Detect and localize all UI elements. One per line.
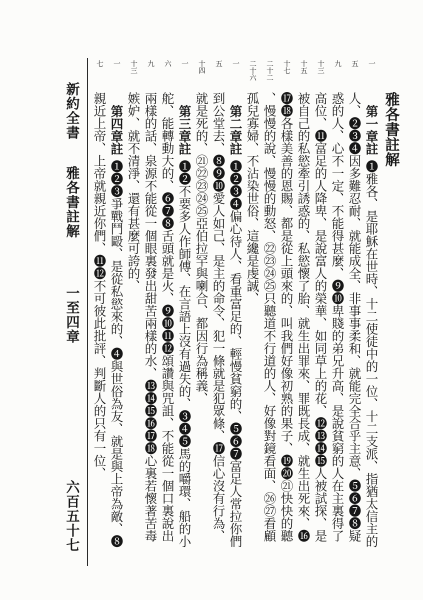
verse-note: ㉒㉓㉔㉕只聽道不行道的人、好像對鏡看面、: [262, 242, 277, 492]
verse-note: ❽親近上帝、上帝就親近你們、: [92, 92, 124, 547]
verse-note: ❶❷不要多人作師傅、在言語上沒有過失的、: [177, 159, 192, 410]
verse-note: ❹與世俗為友、就是與上帝為敵、: [109, 347, 124, 535]
running-head-book: 新約全書: [63, 82, 79, 140]
chapter-3-notes: [125, 92, 193, 548]
verse-mark: 二十六: [249, 60, 257, 81]
verse-note: ⓫⓬不可彼此批評、判斷人的只有一位、: [92, 254, 107, 480]
verse-mark: 二十二: [266, 60, 274, 81]
verse-mark: 十四: [198, 60, 206, 74]
verse-note: ❸❹❺馬的嚼環、船的小舵、能轉動大的、: [160, 92, 192, 547]
page-number: 六百五十七: [63, 480, 79, 553]
verse-note: ⓰⓱⓲各樣美善的恩賜、都是從上頭來的、叫我們好像初熟的果子、: [279, 92, 311, 542]
running-head-title: 雅各書註解: [63, 166, 79, 239]
chapter-1-notes: [244, 92, 380, 548]
chapter-4-notes: [91, 92, 125, 548]
chapter-heading: 第三章註: [177, 104, 192, 155]
verse-mark: 九: [147, 60, 155, 67]
verse-note: ⓭⓮⓯⓰⓱⓲心裏若懷著苦毒嫉妒、就不清淨、還有甚麼可誇的、: [126, 92, 158, 542]
verse-note: ㉖㉗看顧孤兒寡婦、不沾染世俗、這纔是虔誠、: [245, 92, 277, 542]
verse-note: ⓳⓴㉑快快的聽、慢慢的說、慢慢的動怒、: [262, 92, 294, 542]
verse-mark: 七: [96, 60, 104, 67]
verse-note: ❾❿⓫⓬頌讚與咒詛、不能從一個口裏說出兩樣的話、泉源不能從一個眼裏發出甜苦兩樣的水、: [143, 92, 175, 542]
verse-mark: 五: [351, 60, 359, 67]
verse-note: ❷❸❹因多難忍耐、就能成全、非事事柔和、就能完全合乎主意、: [347, 117, 362, 480]
verse-marks-row: [91, 60, 380, 88]
verse-note: ❺❻❼❽疑惑的人、心不一定、不能得甚麼、: [330, 92, 362, 542]
verse-mark: 一: [113, 60, 121, 67]
verse-note: ⓫富足的人降卑、是說富人的榮華、如同草上的花、: [313, 129, 328, 417]
verse-note: ❾❿卑賤的弟兄升高、是說貧窮的人在主裏得了高位、: [313, 92, 345, 542]
verse-mark: 九: [334, 60, 342, 67]
verse-note: ⓬⓭⓮⓯人被試探、是被自己的私慾牽引誘惑的、私慾懷了胎、就生出罪來、罪既長成、就生出死來、: [296, 92, 328, 542]
chapter-heading: 第一章註: [364, 104, 379, 155]
verse-note: ❶❷❸❹偏心待人、看重富足的、輕慢貧窮的、: [228, 159, 243, 422]
verse-mark: 十七: [283, 60, 291, 74]
chapter-heading: 第二章註: [228, 104, 243, 155]
verse-mark: 一: [232, 60, 240, 67]
verse-mark: 十三: [130, 60, 138, 74]
verse-mark: 一: [368, 60, 376, 67]
verse-note: ❽❾❿愛人如己、是主的命令、犯一條就是犯眾條、: [211, 154, 226, 442]
page-title: 雅各書註解: [383, 92, 400, 167]
chapter-heading: 第四章註: [109, 104, 124, 155]
verse-note: ❶雅各、是耶穌在世時、十二使徒中的一位、十二支派、指猶太信主的人、: [347, 92, 379, 547]
running-head-chapters: 一至四章: [63, 286, 79, 344]
chapter-2-notes: [193, 92, 244, 548]
verse-mark: 一: [181, 60, 189, 67]
verse-mark: 六: [164, 60, 172, 67]
verse-note: ❶❷❸爭戰鬥毆、是從私慾來的、: [109, 159, 124, 347]
verse-note: ❻❼❽舌頭就是火、: [160, 192, 175, 305]
margin-rule: [87, 58, 88, 566]
verse-mark: 五: [215, 60, 223, 67]
verse-note: ❺❻❼富足人常拉你們到公堂去、: [211, 92, 243, 547]
verse-note: ㉑㉒㉓㉔㉕亞伯拉罕與喇合、都因行為稱義、: [194, 154, 209, 405]
commentary-body: [90, 92, 402, 548]
verse-mark: 十三: [317, 60, 325, 74]
verse-note: ⓱信心沒有行為、就是死的、: [194, 92, 226, 542]
verse-mark: 十五: [300, 60, 308, 74]
